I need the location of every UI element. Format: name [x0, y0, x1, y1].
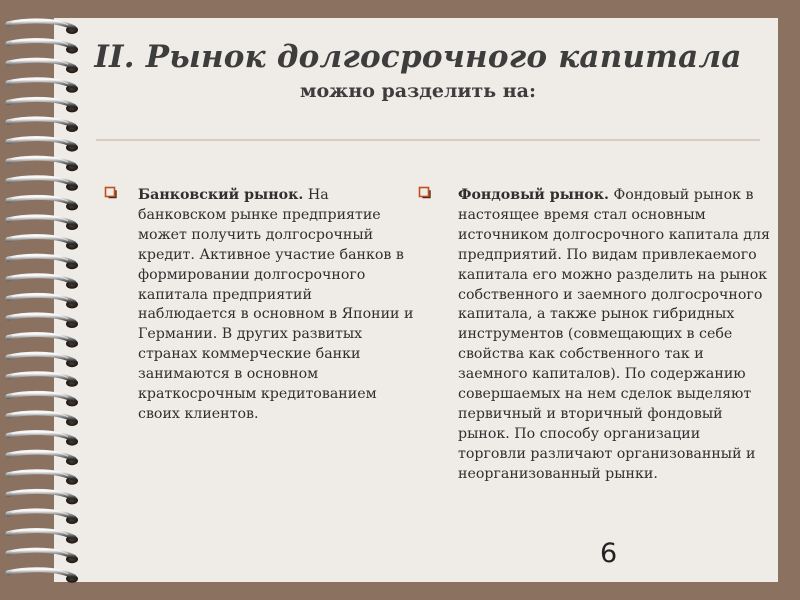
spiral-ring-icon — [8, 490, 78, 504]
title-divider — [96, 139, 760, 141]
bullet-lead-banking: Банковский рынок. — [138, 187, 304, 203]
spiral-ring-icon — [8, 314, 78, 328]
spiral-ring-icon — [8, 510, 78, 524]
spiral-ring-icon — [8, 196, 78, 210]
spiral-ring-icon — [8, 412, 78, 426]
spiral-ring-icon — [8, 216, 78, 230]
slide-title: II. Рынок долгосрочного капитала — [94, 39, 742, 75]
spiral-ring-icon — [8, 569, 78, 583]
spiral-ring-icon — [8, 138, 78, 152]
page-number: 6 — [600, 538, 618, 569]
spiral-ring-icon — [8, 157, 78, 171]
spiral-ring-icon — [8, 471, 78, 485]
spiral-ring-icon — [8, 255, 78, 269]
spiral-ring-icon — [8, 451, 78, 465]
spiral-ring-icon — [8, 549, 78, 563]
spiral-ring-icon — [8, 118, 78, 132]
slide-subtitle: можно разделить на: — [299, 80, 537, 102]
bullet-body-banking: На банковском рынке предприятие может получить долгосрочный кредит. Активное участие банков в формировании долгосрочного капитала предприятий наблюдается в основном в Японии и Германии. В других развитых странах коммерческие банки занимаются в основном краткосрочным кредитованием своих клиентов. — [138, 187, 414, 422]
spiral-ring-icon — [8, 275, 78, 289]
spiral-ring-icon — [8, 294, 78, 308]
spiral-ring-icon — [8, 334, 78, 348]
spiral-ring-icon — [8, 530, 78, 544]
bullet-body-stock: Фондовый рынок в настоящее время стал основным источником долгосрочного капитала для предприятий. По видам привлекаемого капитала его можно разделить на рынок собственного и заемного долгосрочного капитала, а также рынок гибридных инструментов (совмещающих в себе свойства как собственного так и заемного капиталов). По содержанию совершаемых на нем сделок выделяют первичный и вторичный фондовый рынок. По способу организации торговли различают организованный и неорганизованный рынки. — [458, 187, 770, 482]
bullet-item-stock — [418, 186, 770, 485]
spiral-ring-icon — [8, 236, 78, 250]
spiral-ring-icon — [8, 353, 78, 367]
bullet-lead-stock: Фондовый рынок. — [458, 187, 609, 203]
spiral-ring-icon — [8, 373, 78, 387]
checkbox-bullet-icon — [104, 186, 118, 200]
spiral-ring-icon — [8, 177, 78, 191]
spiral-ring-icon — [8, 20, 78, 34]
spiral-ring-icon — [8, 392, 78, 406]
checkbox-bullet-icon — [418, 186, 432, 200]
bullet-item-banking — [104, 186, 414, 425]
title-block — [56, 35, 780, 103]
spiral-ring-icon — [8, 432, 78, 446]
